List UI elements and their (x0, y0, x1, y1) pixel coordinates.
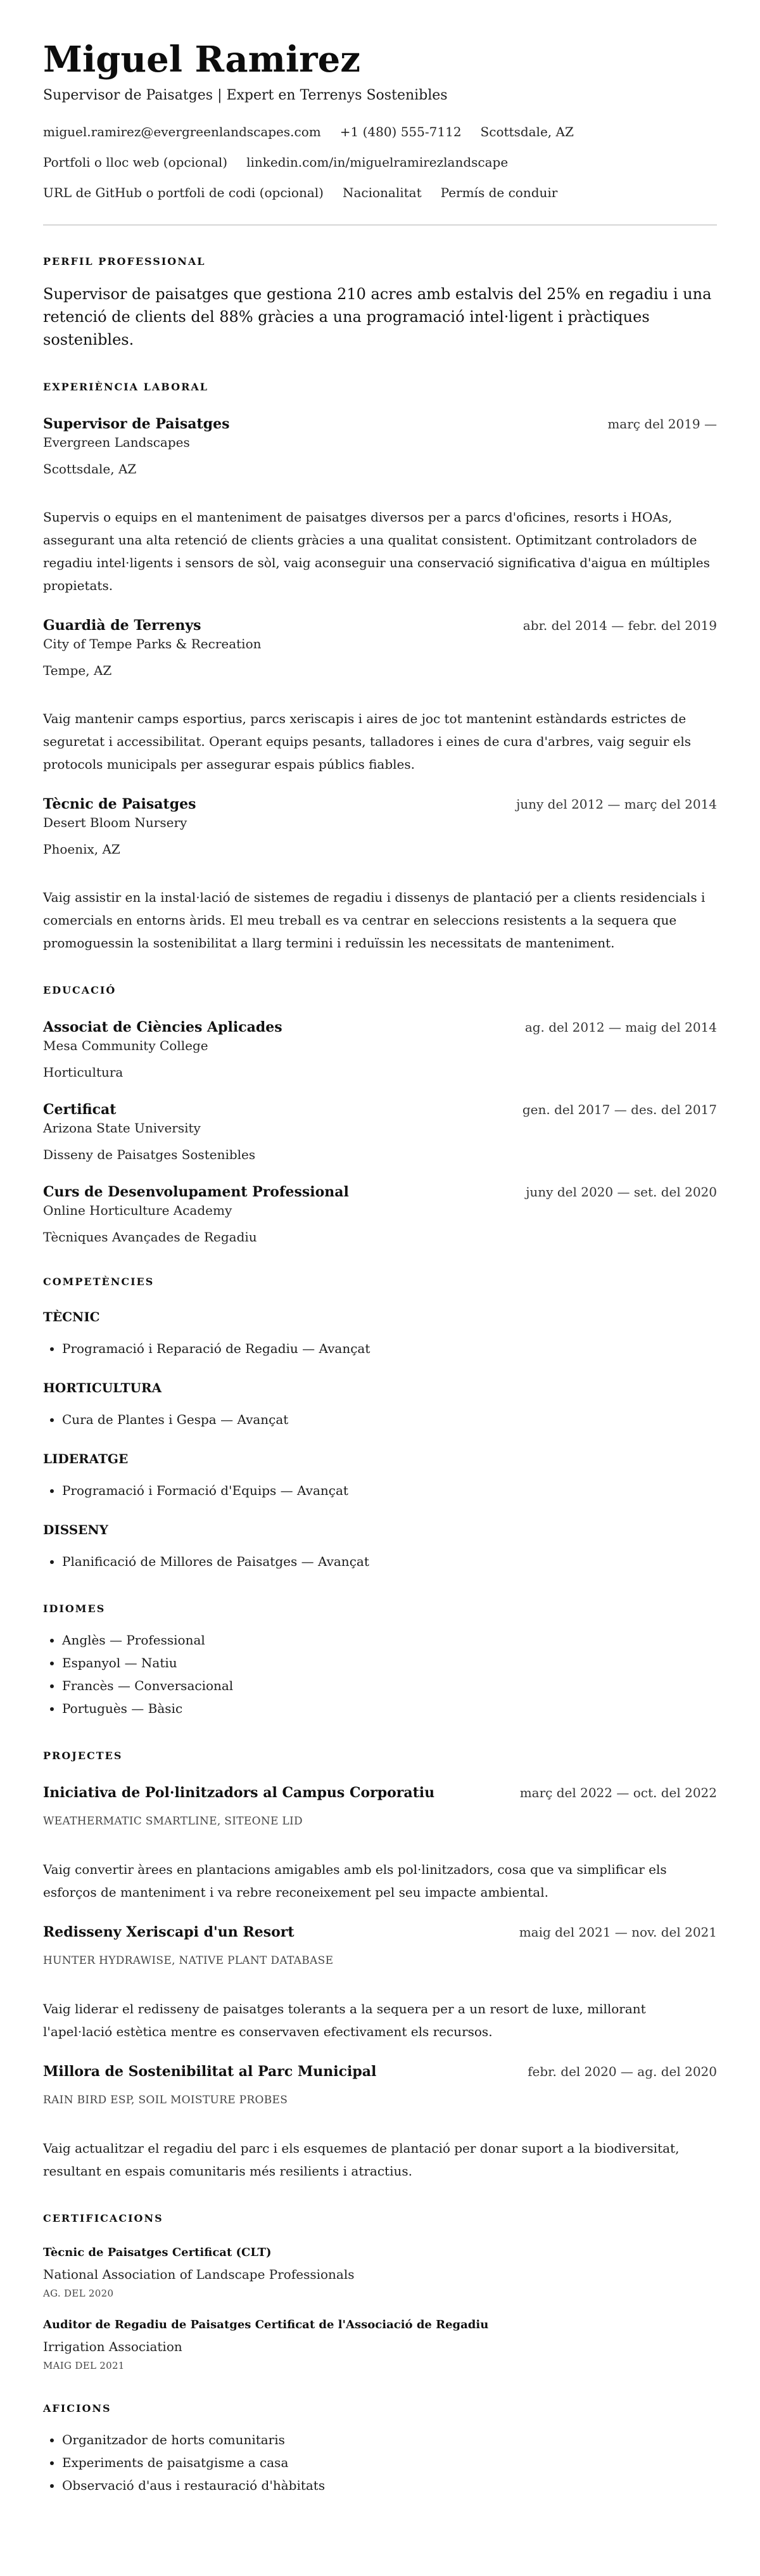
section-skills (43, 1275, 717, 1573)
school-name: Online Horticulture Academy (43, 1203, 232, 1218)
hobby-item: • Observació d'aus i restauració d'hàbitats (62, 2474, 717, 2497)
study-field: Disseny de Paisatges Sostenibles (43, 1147, 256, 1162)
section-experience (43, 380, 717, 954)
skill-group-title: HORTICULTURA (43, 1380, 162, 1395)
section-projects (43, 1749, 717, 2182)
contact-portfolio[interactable]: Portfoli o lloc web (opcional) (43, 155, 228, 170)
certification-title: Auditor de Regadiu de Paisatges Certificat de l'Associació de Regadiu (43, 2318, 489, 2331)
section-heading-projects: PROJECTES (43, 1750, 123, 1762)
section-certifications (43, 2212, 717, 2373)
section-heading-languages: IDIOMES (43, 1603, 106, 1615)
education-dates: juny del 2020 — set. del 2020 (526, 1184, 717, 1200)
project-description: Vaig liderar el redisseny de paisatges tolerants a la sequera per a un resort de luxe, millorant l'apel·lació estètica mentre es conservaven efectivament els recursos. (43, 2001, 646, 2039)
job-description: Vaig mantenir camps esportius, parcs xeriscapis i aires de joc tot mantenint estàndards estrictes de seguretat i accessibilitat. Operant equips pesants, talladores i eines de cura d'arbres, vaig seguir els protocols municipals per assegurar espais públics fiables. (43, 711, 692, 772)
section-education (43, 984, 717, 1246)
project-entry (43, 1783, 717, 1904)
skill-group-title: TÈCNIC (43, 1309, 100, 1324)
job-description: Vaig assistir en la instal·lació de sistemes de regadiu i dissenys de plantació per a clients residencials i comercials en entorns àrids. El meu treball es va centrar en seleccions resistents a la sequera que promoguessin la sostenibilitat a llarg termini i reduïssin les necessitats de manteniment. (43, 890, 706, 951)
skill-item: • Cura de Plantes i Gespa — Avançat (62, 1408, 717, 1431)
project-title: Millora de Sostenibilitat al Parc Municipal (43, 2063, 377, 2080)
language-item: • Portuguès — Bàsic (62, 1697, 717, 1720)
contact-location: Scottsdale, AZ (480, 124, 574, 139)
job-location: Scottsdale, AZ (43, 461, 137, 477)
summary-text: Supervisor de paisatges que gestiona 210 acres amb estalvis del 25% en regadiu i una retenció de clients del 88% gràcies a una programació intel·ligent i pràctiques sostenibles. (43, 285, 712, 349)
degree-title: Certificat (43, 1101, 117, 1118)
certification-date: AG. DEL 2020 (43, 2288, 114, 2299)
project-tools: RAIN BIRD ESP, SOIL MOISTURE PROBES (43, 2094, 288, 2106)
education-entry (43, 1100, 717, 1163)
project-entry (43, 2062, 717, 2182)
certification-entry (43, 2317, 717, 2373)
contact-row-links (43, 153, 717, 171)
certification-entry (43, 2245, 717, 2300)
education-dates: ag. del 2012 — maig del 2014 (524, 1020, 717, 1035)
language-item: • Espanyol — Natiu (62, 1651, 717, 1674)
certification-issuer: Irrigation Association (43, 2339, 182, 2354)
education-dates: gen. del 2017 — des. del 2017 (522, 1102, 717, 1117)
job-title: Guardià de Terrenys (43, 617, 201, 634)
job-description: Supervis o equips en el manteniment de paisatges diversos per a parcs d'oficines, resorts i HOAs, assegurant una alta retenció de clients gràcies a una qualitat consistent. Optimitzant controladors de regadiu intel·ligents i sensors de sòl, vaig aconseguir una conservació significativa d'aigua en múltiples propietats. (43, 509, 710, 593)
degree-title: Associat de Ciències Aplicades (43, 1019, 282, 1035)
job-location: Phoenix, AZ (43, 842, 120, 857)
project-tools: HUNTER HYDRAWISE, NATIVE PLANT DATABASE (43, 1954, 334, 1967)
job-location: Tempe, AZ (43, 663, 112, 678)
job-title: Tècnic de Paisatges (43, 796, 196, 812)
school-name: Arizona State University (43, 1120, 201, 1136)
skill-item: • Programació i Formació d'Equips — Avançat (62, 1479, 717, 1502)
experience-entry (43, 616, 717, 776)
study-field: Horticultura (43, 1065, 124, 1080)
contact-row-primary (43, 123, 717, 141)
education-entry (43, 1182, 717, 1246)
hobby-list (43, 2428, 717, 2497)
experience-entry (43, 414, 717, 597)
job-dates: abr. del 2014 — febr. del 2019 (522, 618, 717, 633)
project-dates: maig del 2021 — nov. del 2021 (519, 1925, 717, 1940)
section-languages (43, 1602, 717, 1720)
candidate-name: Miguel Ramirez (43, 39, 361, 80)
education-entry (43, 1018, 717, 1081)
section-hobbies (43, 2402, 717, 2497)
language-item: • Anglès — Professional (62, 1629, 717, 1651)
school-name: Mesa Community College (43, 1038, 208, 1053)
section-heading-certifications: CERTIFICACIONS (43, 2212, 163, 2224)
certification-date: MAIG DEL 2021 (43, 2360, 125, 2371)
job-company: Evergreen Landscapes (43, 435, 190, 450)
skill-list (43, 1408, 717, 1431)
project-dates: febr. del 2020 — ag. del 2020 (528, 2064, 717, 2079)
candidate-headline: Supervisor de Paisatges | Expert en Terrenys Sostenibles (43, 87, 448, 103)
job-company: City of Tempe Parks & Recreation (43, 636, 262, 651)
header-divider (43, 224, 717, 226)
hobby-item: • Organitzador de horts comunitaris (62, 2428, 717, 2451)
section-heading-education: EDUCACIÓ (43, 984, 117, 996)
study-field: Tècniques Avançades de Regadiu (43, 1229, 257, 1245)
skill-item: • Planificació de Millores de Paisatges — Avançat (62, 1550, 717, 1573)
job-title: Supervisor de Paisatges (43, 416, 230, 432)
experience-entry (43, 795, 717, 954)
contact-email[interactable]: miguel.ramirez@evergreenlandscapes.com (43, 124, 321, 139)
skill-list (43, 1479, 717, 1502)
contact-linkedin[interactable]: linkedin.com/in/miguelramirezlandscape (246, 155, 509, 170)
job-company: Desert Bloom Nursery (43, 815, 187, 830)
degree-title: Curs de Desenvolupament Professional (43, 1184, 349, 1200)
project-dates: març del 2022 — oct. del 2022 (519, 1785, 717, 1800)
certification-title: Tècnic de Paisatges Certificat (CLT) (43, 2246, 272, 2259)
project-title: Iniciativa de Pol·linitzadors al Campus Corporatiu (43, 1785, 435, 1801)
section-heading-summary: PERFIL PROFESSIONAL (43, 255, 206, 267)
contact-row-extra (43, 184, 717, 202)
job-dates: juny del 2012 — març del 2014 (516, 797, 717, 812)
project-entry (43, 1923, 717, 2043)
section-heading-hobbies: AFICIONS (43, 2402, 111, 2414)
skill-group-title: DISSENY (43, 1522, 108, 1537)
section-heading-experience: EXPERIÈNCIA LABORAL (43, 381, 209, 393)
skill-list (43, 1550, 717, 1573)
section-heading-skills: COMPETÈNCIES (43, 1276, 155, 1288)
contact-nationality: Nacionalitat (342, 185, 422, 200)
project-title: Redisseny Xeriscapi d'un Resort (43, 1924, 294, 1940)
project-description: Vaig actualitzar el regadiu del parc i els esquemes de plantació per donar suport a la biodiversitat, resultant en espais comunitaris més resilients i atractius. (43, 2141, 680, 2179)
skill-list (43, 1337, 717, 1360)
section-summary (43, 255, 717, 351)
contact-driving-license: Permís de conduir (440, 185, 558, 200)
contact-phone[interactable]: +1 (480) 555-7112 (339, 124, 462, 139)
resume-header (43, 37, 717, 226)
skill-item: • Programació i Reparació de Regadiu — Avançat (62, 1337, 717, 1360)
certification-issuer: National Association of Landscape Professionals (43, 2267, 355, 2282)
language-list (43, 1629, 717, 1720)
skill-group-title: LIDERATGE (43, 1451, 129, 1466)
language-item: • Francès — Conversacional (62, 1674, 717, 1697)
project-tools: WEATHERMATIC SMARTLINE, SITEONE LID (43, 1815, 303, 1828)
contact-github[interactable]: URL de GitHub o portfoli de codi (opcional) (43, 185, 324, 200)
job-dates: març del 2019 — (607, 416, 717, 432)
project-description: Vaig convertir àrees en plantacions amigables amb els pol·linitzadors, cosa que va simplificar els esforços de manteniment i va rebre reconeixement pel seu impacte ambiental. (43, 1862, 667, 1900)
hobby-item: • Experiments de paisatgisme a casa (62, 2451, 717, 2474)
